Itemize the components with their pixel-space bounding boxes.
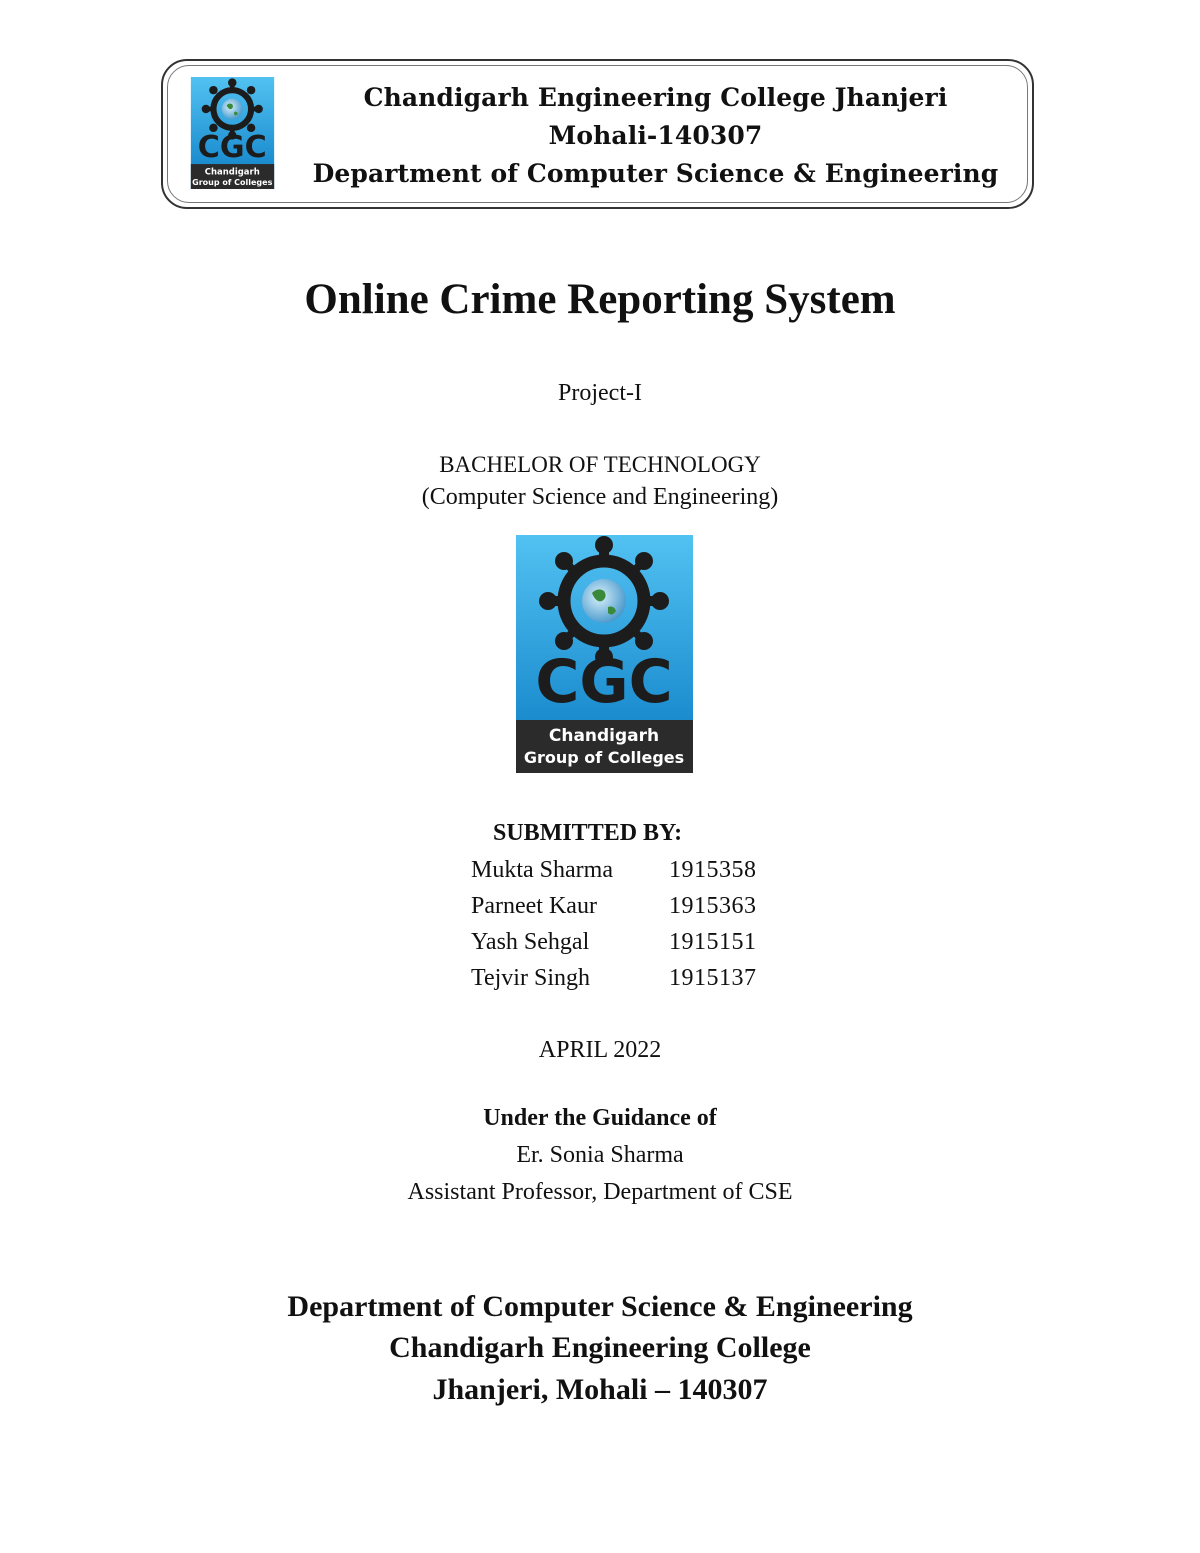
- people-ring-emblem-icon: [202, 78, 263, 139]
- submitted-by-label: SUBMITTED BY:: [493, 820, 683, 846]
- members-list: [471, 853, 791, 997]
- member-row: [471, 853, 791, 889]
- member-roll: 1915358: [669, 857, 757, 883]
- logo-acronym: CGC: [197, 130, 267, 165]
- report-title: Online Crime Reporting System: [304, 276, 896, 323]
- header-department-line: Department of Computer Science & Engineering: [312, 159, 999, 188]
- member-roll: 1915363: [669, 893, 757, 919]
- logo-line2: Group of Colleges: [192, 177, 273, 187]
- logo-acronym: CGC: [535, 647, 673, 717]
- logo-line1: Chandigarh: [548, 726, 660, 746]
- member-roll: 1915151: [669, 929, 757, 955]
- cgc-logo-small: [186, 77, 279, 189]
- member-name: Tejvir Singh: [471, 965, 590, 991]
- guide-name: Er. Sonia Sharma: [516, 1142, 684, 1168]
- header-pin-line: Mohali-140307: [548, 121, 763, 150]
- footer-college: Chandigarh Engineering College: [389, 1331, 811, 1364]
- logo-line2: Group of Colleges: [523, 748, 685, 767]
- member-name: Mukta Sharma: [471, 857, 613, 883]
- college-header: [161, 59, 1034, 209]
- header-college-line: Chandigarh Engineering College Jhanjeri: [363, 83, 948, 112]
- footer-department: Department of Computer Science & Engineering: [287, 1290, 913, 1323]
- footer-address: Jhanjeri, Mohali – 140307: [432, 1373, 768, 1406]
- logo-line1: Chandigarh: [204, 166, 260, 177]
- header-text: [288, 79, 1023, 193]
- member-row: [471, 889, 791, 925]
- branch-label: (Computer Science and Engineering): [421, 484, 779, 510]
- cgc-logo: [516, 535, 693, 773]
- member-roll: 1915137: [669, 965, 757, 991]
- project-label: Project-I: [558, 380, 642, 406]
- submission-date: APRIL 2022: [538, 1037, 662, 1063]
- member-row: [471, 925, 791, 961]
- guidance-label: Under the Guidance of: [483, 1105, 717, 1131]
- degree-label: BACHELOR OF TECHNOLOGY: [439, 452, 761, 477]
- member-name: Yash Sehgal: [471, 929, 590, 955]
- guide-designation: Assistant Professor, Department of CSE: [407, 1179, 793, 1205]
- member-row: [471, 961, 791, 997]
- member-name: Parneet Kaur: [471, 893, 597, 919]
